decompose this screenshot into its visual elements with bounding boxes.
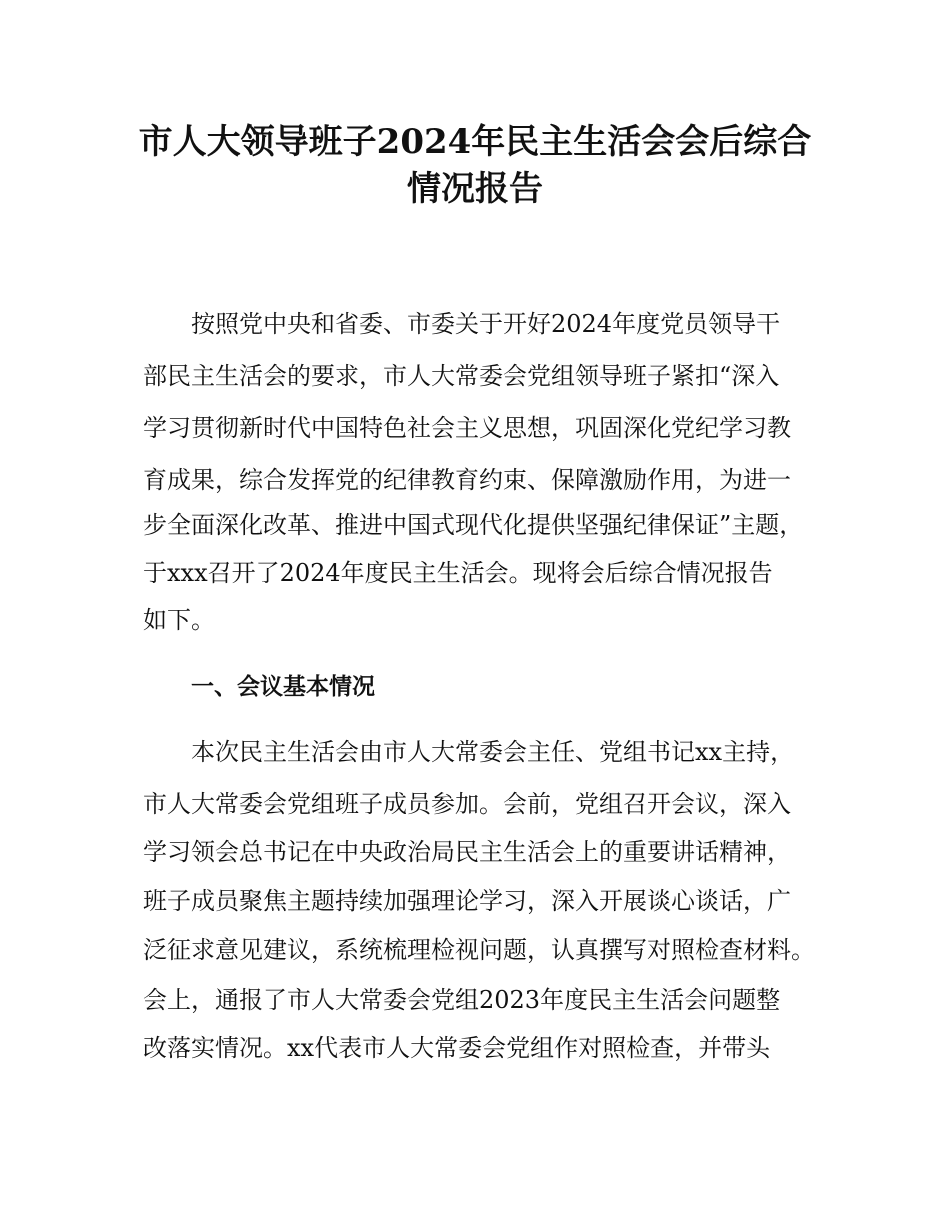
paragraph-line: 泛征求意见建议，系统梳理检视问题，认真撰写对照检查材料。	[143, 936, 815, 964]
paragraph-line: 学习领会总书记在中央政治局民主生活会上的重要讲话精神，	[143, 838, 791, 866]
paragraph-line: 改落实情况。xx代表市人大常委会党组作对照检查，并带头	[143, 1034, 771, 1062]
paragraph-line: 于xxx召开了2024年度民主生活会。现将会后综合情况报告	[143, 559, 773, 587]
document-title-line-1: 市人大领导班子2024年民主生活会会后综合	[138, 122, 812, 162]
section-heading: 一、会议基本情况	[191, 674, 375, 700]
paragraph-line: 本次民主生活会由市人大常委会主任、党组书记xx主持，	[191, 738, 795, 766]
paragraph-line: 步全面深化改革、推进中国式现代化提供坚强纪律保证”主题，	[143, 511, 804, 539]
paragraph-line: 市人大常委会党组班子成员参加。会前，党组召开会议，深入	[143, 790, 791, 818]
paragraph-line: 学习贯彻新时代中国特色社会主义思想，巩固深化党纪学习教	[143, 414, 791, 442]
paragraph-line: 部民主生活会的要求，市人大常委会党组领导班子紧扣“深入	[143, 362, 780, 390]
document-title-line-2: 情况报告	[407, 169, 543, 209]
paragraph-line: 班子成员聚焦主题持续加强理论学习，深入开展谈心谈话，广	[143, 887, 791, 915]
paragraph-line: 育成果，综合发挥党的纪律教育约束、保障激励作用，为进一	[143, 466, 791, 494]
paragraph-line: 会上，通报了市人大常委会党组2023年度民主生活会问题整	[143, 986, 781, 1014]
paragraph-line: 按照党中央和省委、市委关于开好2024年度党员领导干	[191, 310, 781, 338]
paragraph-line: 如下。	[143, 606, 215, 634]
